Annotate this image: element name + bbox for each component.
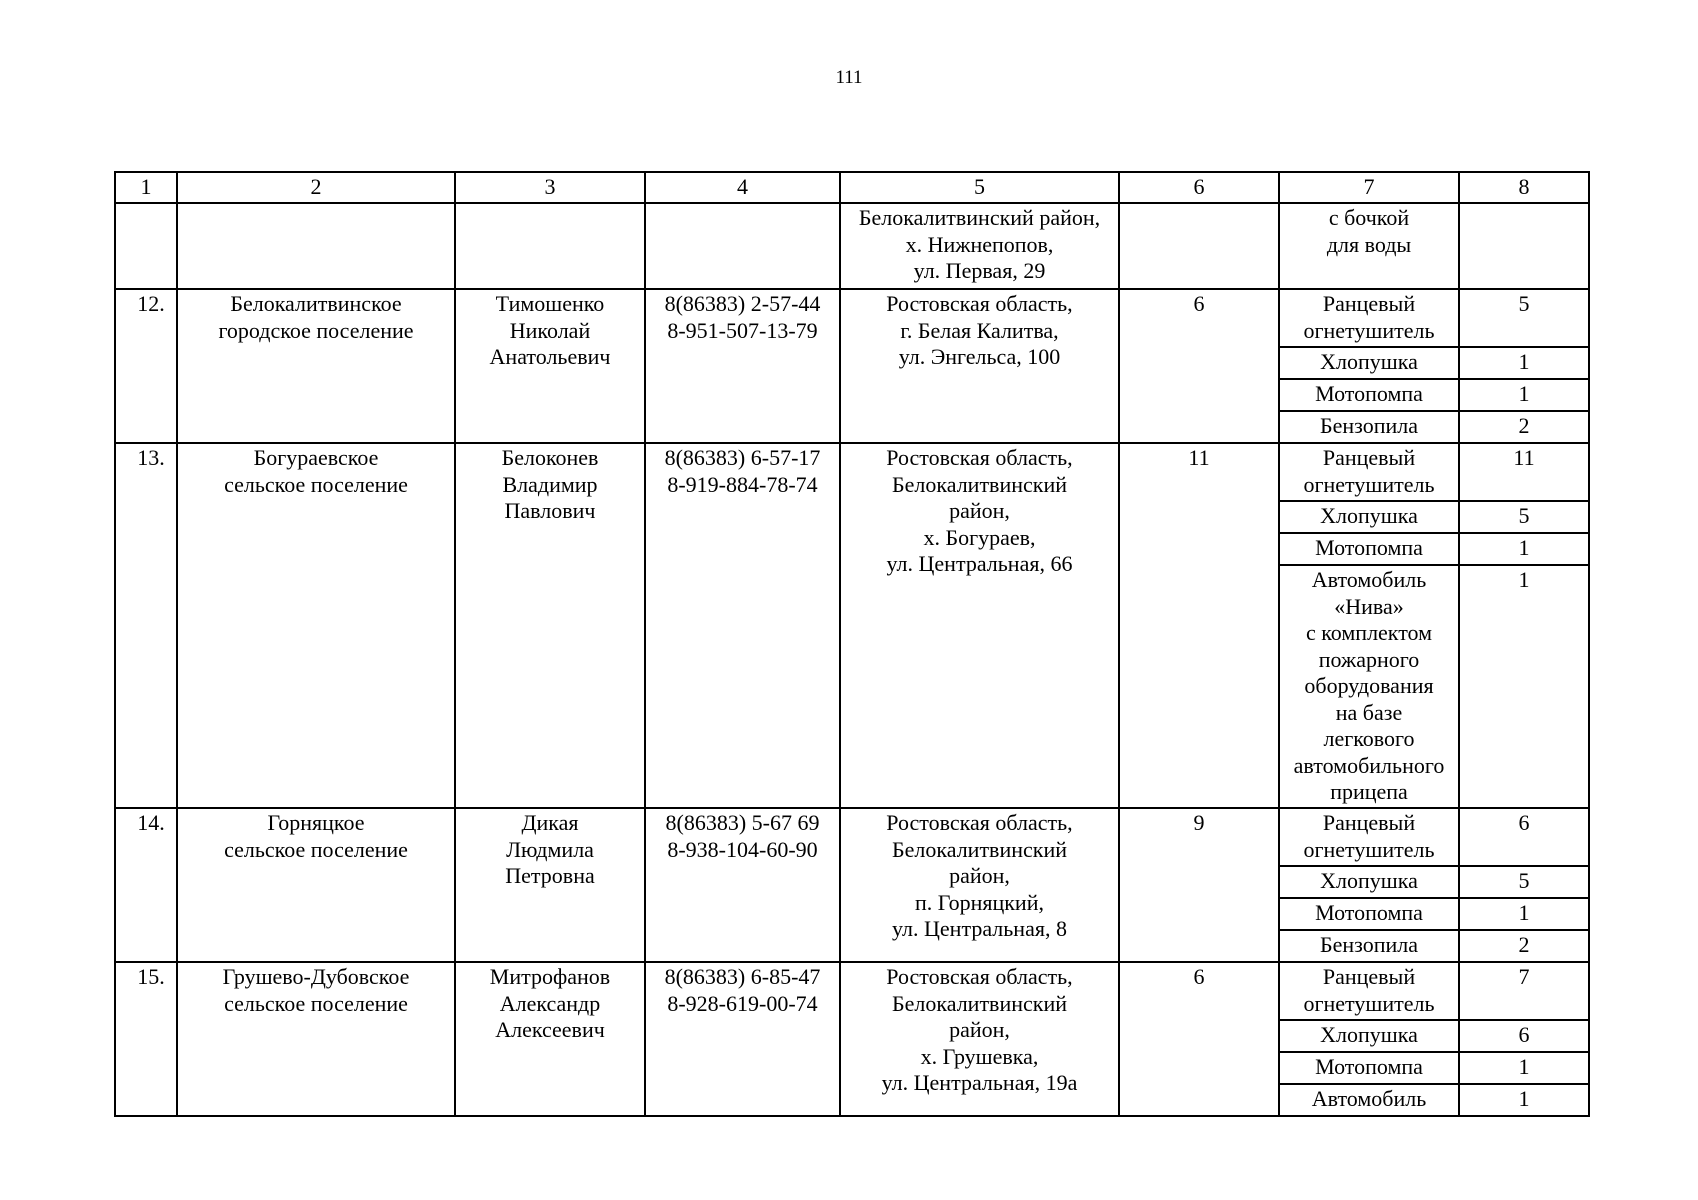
- equipment-name-cell: Бензопила: [1279, 930, 1459, 962]
- staff-count-cell: 6: [1119, 962, 1279, 1116]
- address-cell: Ростовская область, Белокалитвинский район, х. Богураев, ул. Центральная, 66: [840, 443, 1119, 808]
- row-number-cell: 12.: [115, 289, 177, 443]
- address-cell: Ростовская область, Белокалитвинский район, п. Горняцкий, ул. Центральная, 8: [840, 808, 1119, 962]
- equipment-name-cell: Ранцевый огнетушитель: [1279, 962, 1459, 1020]
- equipment-name-cell: Ранцевый огнетушитель: [1279, 443, 1459, 501]
- equipment-count-cell: 1: [1459, 565, 1589, 808]
- equipment-count-cell: 2: [1459, 930, 1589, 962]
- address-cell: Ростовская область, Белокалитвинский район, х. Грушевка, ул. Центральная, 19а: [840, 962, 1119, 1116]
- page-number: 111: [835, 67, 863, 88]
- table-row: [115, 962, 1589, 1020]
- head-name-cell: Дикая Людмила Петровна: [455, 808, 645, 962]
- equipment-name-cell: с бочкой для воды: [1279, 203, 1459, 289]
- equipment-count-cell: 1: [1459, 1052, 1589, 1084]
- row-number-cell: 14.: [115, 808, 177, 962]
- equipment-count-cell: 1: [1459, 379, 1589, 411]
- address-cell: Белокалитвинский район, х. Нижнепопов, ул. Первая, 29: [840, 203, 1119, 289]
- header-cell-2: 2: [177, 172, 455, 203]
- equipment-name-cell: Хлопушка: [1279, 501, 1459, 533]
- staff-count-cell: 6: [1119, 289, 1279, 443]
- equipment-name-cell: Автомобиль «Нива» с комплектом пожарного оборудования на базе легкового автомобильного прицепа: [1279, 565, 1459, 808]
- head-name-cell: Митрофанов Александр Алексеевич: [455, 962, 645, 1116]
- header-cell-5: 5: [840, 172, 1119, 203]
- settlement-cell: Богураевское сельское поселение: [177, 443, 455, 808]
- row-number-cell: 13.: [115, 443, 177, 808]
- fire-equipment-table: [114, 171, 1590, 1117]
- equipment-name-cell: Мотопомпа: [1279, 533, 1459, 565]
- settlement-cell: Белокалитвинское городское поселение: [177, 289, 455, 443]
- head-name-cell: Белоконев Владимир Павлович: [455, 443, 645, 808]
- row-number-cell: 15.: [115, 962, 177, 1116]
- header-cell-8: 8: [1459, 172, 1589, 203]
- phones-cell: [645, 203, 840, 289]
- equipment-count-cell: 2: [1459, 411, 1589, 443]
- equipment-count-cell: 1: [1459, 533, 1589, 565]
- column-number-header-row: [115, 172, 1589, 203]
- equipment-count-cell: 1: [1459, 898, 1589, 930]
- equipment-count-cell: 5: [1459, 289, 1589, 347]
- equipment-name-cell: Хлопушка: [1279, 866, 1459, 898]
- phones-cell: 8(86383) 6-85-47 8-928-619-00-74: [645, 962, 840, 1116]
- header-cell-7: 7: [1279, 172, 1459, 203]
- equipment-name-cell: Хлопушка: [1279, 1020, 1459, 1052]
- equipment-count-cell: 6: [1459, 808, 1589, 866]
- equipment-name-cell: Ранцевый огнетушитель: [1279, 289, 1459, 347]
- equipment-name-cell: Автомобиль: [1279, 1084, 1459, 1116]
- table-row: [115, 443, 1589, 501]
- settlement-cell: [177, 203, 455, 289]
- equipment-count-cell: 5: [1459, 501, 1589, 533]
- equipment-name-cell: Мотопомпа: [1279, 379, 1459, 411]
- head-name-cell: Тимошенко Николай Анатольевич: [455, 289, 645, 443]
- equipment-count-cell: 6: [1459, 1020, 1589, 1052]
- equipment-count-cell: 5: [1459, 866, 1589, 898]
- equipment-count-cell: 1: [1459, 1084, 1589, 1116]
- staff-count-cell: [1119, 203, 1279, 289]
- staff-count-cell: 11: [1119, 443, 1279, 808]
- header-cell-6: 6: [1119, 172, 1279, 203]
- equipment-name-cell: Ранцевый огнетушитель: [1279, 808, 1459, 866]
- header-cell-1: 1: [115, 172, 177, 203]
- equipment-name-cell: Бензопила: [1279, 411, 1459, 443]
- phones-cell: 8(86383) 6-57-17 8-919-884-78-74: [645, 443, 840, 808]
- settlement-cell: Горняцкое сельское поселение: [177, 808, 455, 962]
- settlement-cell: Грушево-Дубовское сельское поселение: [177, 962, 455, 1116]
- equipment-name-cell: Мотопомпа: [1279, 1052, 1459, 1084]
- equipment-count-cell: 1: [1459, 347, 1589, 379]
- equipment-count-cell: [1459, 203, 1589, 289]
- phones-cell: 8(86383) 5-67 69 8-938-104-60-90: [645, 808, 840, 962]
- equipment-name-cell: Мотопомпа: [1279, 898, 1459, 930]
- header-cell-4: 4: [645, 172, 840, 203]
- staff-count-cell: 9: [1119, 808, 1279, 962]
- address-cell: Ростовская область, г. Белая Калитва, ул. Энгельса, 100: [840, 289, 1119, 443]
- table-row: [115, 808, 1589, 866]
- equipment-count-cell: 7: [1459, 962, 1589, 1020]
- equipment-count-cell: 11: [1459, 443, 1589, 501]
- row-number-cell: [115, 203, 177, 289]
- head-name-cell: [455, 203, 645, 289]
- phones-cell: 8(86383) 2-57-44 8-951-507-13-79: [645, 289, 840, 443]
- equipment-name-cell: Хлопушка: [1279, 347, 1459, 379]
- header-cell-3: 3: [455, 172, 645, 203]
- continuation-row: [115, 203, 1589, 289]
- table-row: [115, 289, 1589, 347]
